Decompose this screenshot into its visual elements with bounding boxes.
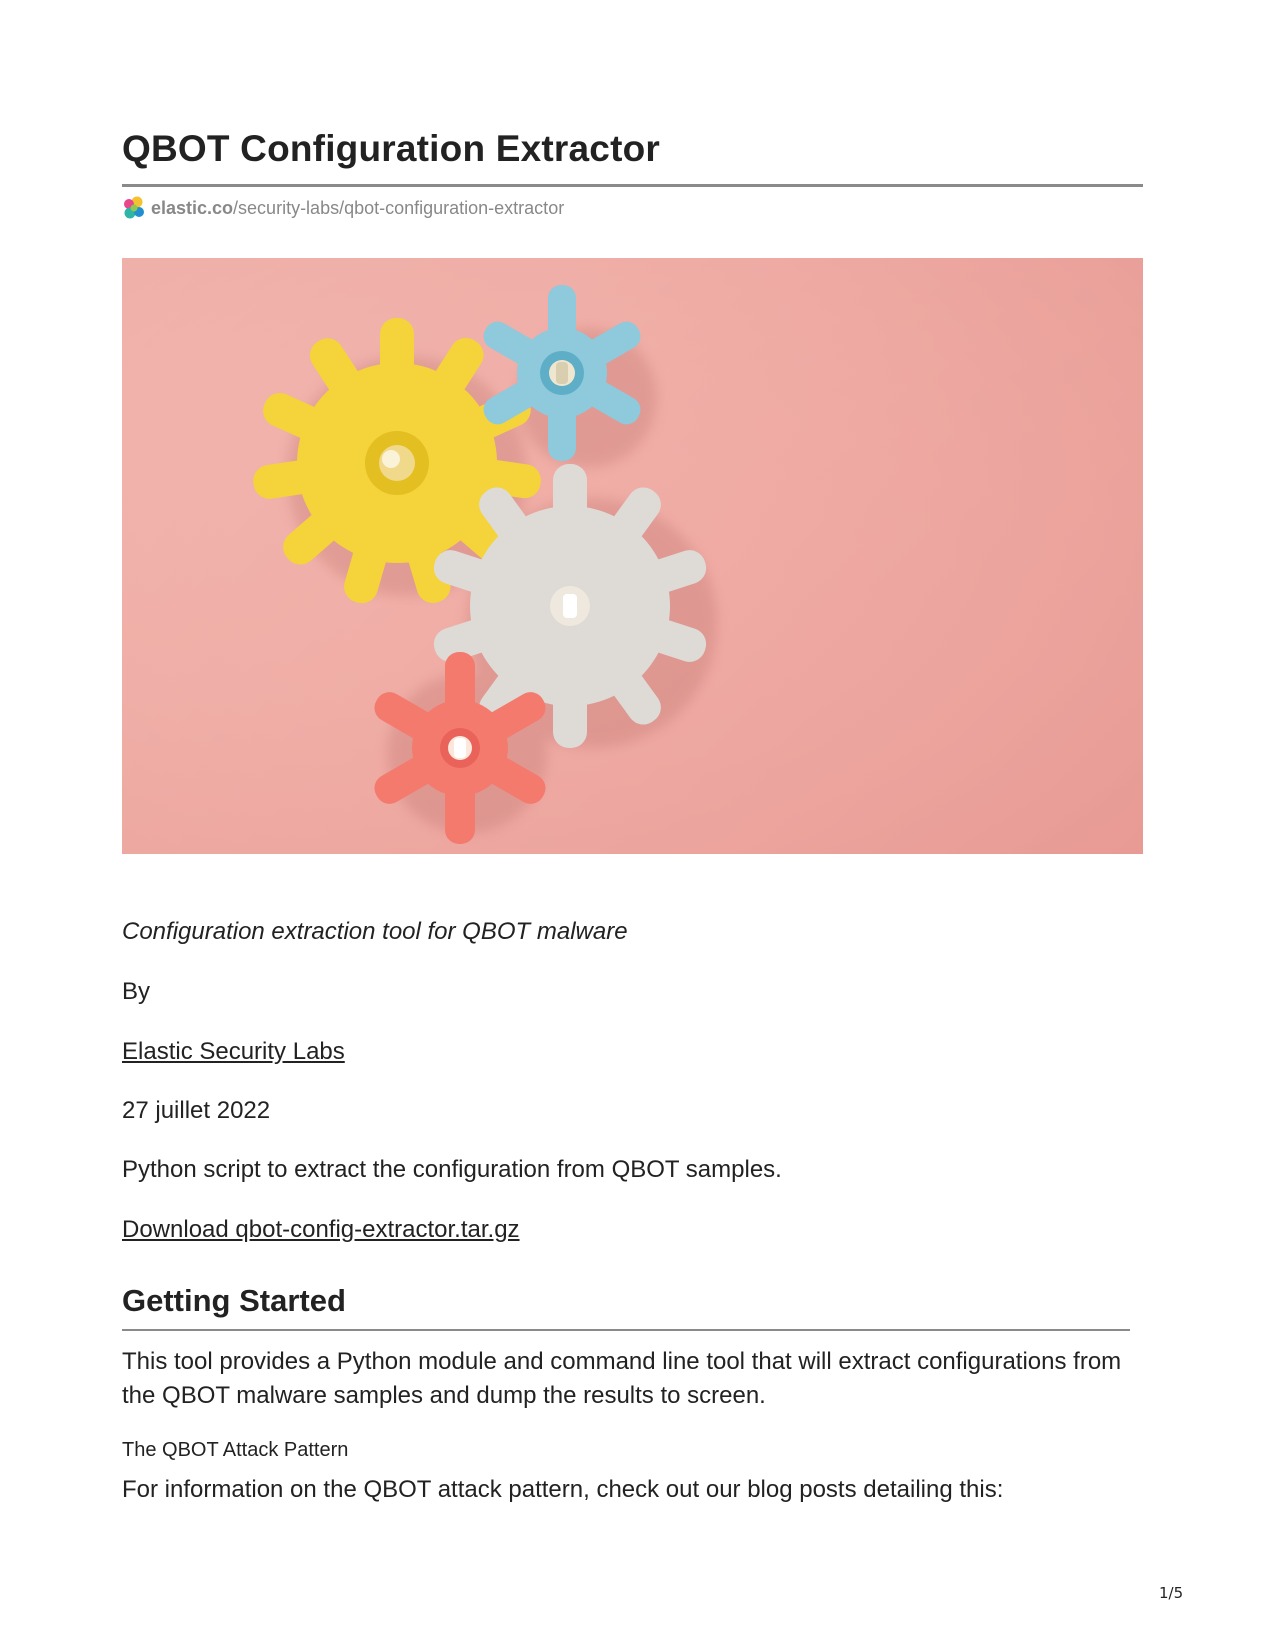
source-path: /security-labs/qbot-configuration-extractor [233,197,565,218]
hero-image [122,258,1143,854]
attack-pattern-heading: The QBOT Attack Pattern [122,1439,349,1461]
publish-date: 27 juillet 2022 [122,1097,271,1124]
download-link-row [122,1216,520,1244]
page-title: QBOT Configuration Extractor [122,128,660,169]
page-number: 1/5 [1159,1584,1184,1602]
section-divider [122,1329,1130,1331]
source-domain: elastic.co [151,197,234,218]
getting-started-body: This tool provides a Python module and command line tool that will extract configurations from the QBOT malware samples and dump the results to screen. [122,1348,1122,1409]
author-link-row [122,1038,345,1066]
source-url[interactable] [122,196,564,220]
image-caption: Configuration extraction tool for QBOT malware [122,918,628,945]
title-divider [122,184,1143,187]
elastic-logo-icon [122,196,146,220]
summary-text: Python script to extract the configuration from QBOT samples. [122,1156,782,1183]
attack-pattern-body: For information on the QBOT attack pattern, check out our blog posts detailing this: [122,1476,1004,1503]
getting-started-heading: Getting Started [122,1283,346,1318]
gears-photo-icon [122,258,1143,854]
byline-label: By [122,978,151,1005]
download-link[interactable]: Download qbot-config-extractor.tar.gz [122,1216,520,1243]
author-link[interactable]: Elastic Security Labs [122,1038,345,1065]
